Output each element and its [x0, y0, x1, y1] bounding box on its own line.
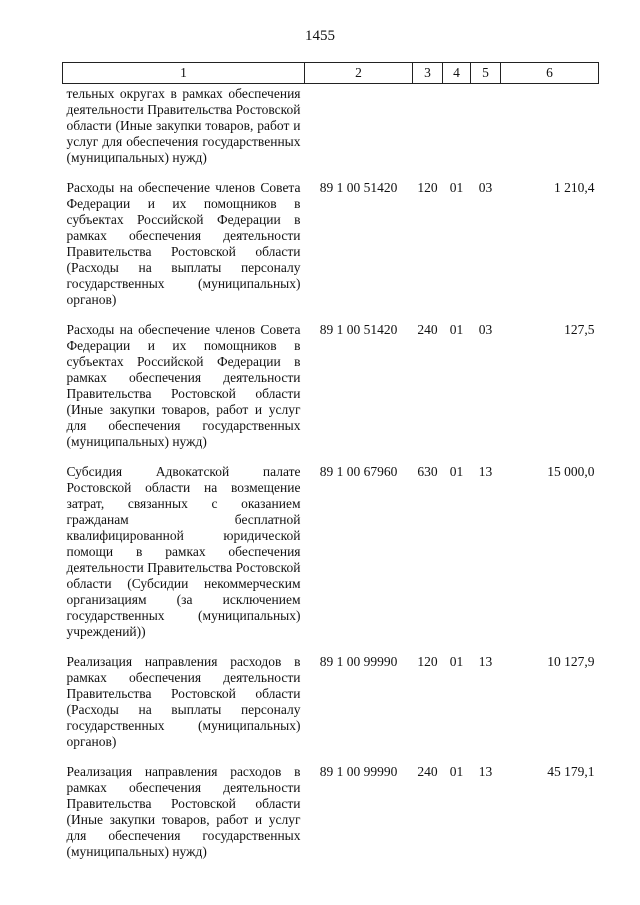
- row-target-code: 89 1 00 99990: [319, 654, 398, 669]
- row-target-code: 89 1 00 51420: [319, 180, 398, 195]
- row-subsection: [471, 84, 501, 181]
- table-row: [63, 180, 599, 322]
- row-subsection: 13: [478, 654, 493, 669]
- header-col-1: 1: [63, 63, 305, 84]
- row-subsection: 13: [478, 464, 493, 479]
- row-target-code: 89 1 00 67960: [319, 464, 398, 479]
- row-expense-type: 630: [417, 464, 438, 479]
- header-col-4: 4: [443, 63, 471, 84]
- row-subsection: 03: [478, 180, 493, 195]
- page-number: 1455: [305, 28, 335, 44]
- row-expense-type: [413, 84, 443, 181]
- row-section: 01: [449, 764, 464, 779]
- table-row: [63, 764, 599, 874]
- row-description: Расходы на обеспечение членов Совета Федерации и их помощников в субъектах Российской Федерации в рамках обеспечения деятельности Правительства Ростовской области (Иные закупки товаров, работ и услуг для обеспечения государственных (муниципальных) нужд): [66, 322, 301, 449]
- row-amount: 1 210,4: [554, 180, 595, 195]
- budget-table: [62, 62, 599, 874]
- row-amount: 127,5: [564, 322, 595, 337]
- row-expense-type: 120: [417, 180, 438, 195]
- table-row: [63, 322, 599, 464]
- header-col-5: 5: [471, 63, 501, 84]
- row-description: Расходы на обеспечение членов Совета Федерации и их помощников в субъектах Российской Федерации в рамках обеспечения деятельности Правительства Ростовской области (Расходы на выплаты персоналу государственных (муниципальных) органов): [66, 180, 301, 307]
- table-row: [63, 464, 599, 654]
- row-amount: 15 000,0: [547, 464, 595, 479]
- table-header: [63, 63, 599, 84]
- row-expense-type: 240: [417, 764, 438, 779]
- row-amount: 45 179,1: [547, 764, 595, 779]
- header-col-3: 3: [413, 63, 443, 84]
- row-section: 01: [449, 464, 464, 479]
- row-expense-type: 120: [417, 654, 438, 669]
- row-expense-type: 240: [417, 322, 438, 337]
- header-col-2: 2: [305, 63, 413, 84]
- row-description: тельных округах в рамках обеспечения деятельности Правительства Ростовской области (Иные закупки товаров, работ и услуг для обеспечения государственных (муниципальных) нужд): [66, 86, 301, 165]
- table-row: [63, 84, 599, 181]
- row-subsection: 13: [478, 764, 493, 779]
- row-section: 01: [449, 180, 464, 195]
- row-amount: 10 127,9: [547, 654, 595, 669]
- row-section: 01: [449, 322, 464, 337]
- row-description: Реализация направления расходов в рамках обеспечения деятельности Правительства Ростовской области (Расходы на выплаты персоналу государственных (муниципальных) органов): [66, 654, 301, 749]
- row-subsection: 03: [478, 322, 493, 337]
- row-description: Реализация направления расходов в рамках обеспечения деятельности Правительства Ростовской области (Иные закупки товаров, работ и услуг для обеспечения государственных (муниципальных) нужд): [66, 764, 301, 859]
- row-amount: [501, 84, 599, 181]
- row-target-code: 89 1 00 51420: [319, 322, 398, 337]
- header-col-6: 6: [501, 63, 599, 84]
- row-target-code: [305, 84, 413, 181]
- row-section: 01: [449, 654, 464, 669]
- row-target-code: 89 1 00 99990: [319, 764, 398, 779]
- row-description: Субсидия Адвокатской палате Ростовской области на возмещение затрат, связанных с оказанием гражданам бесплатной квалифицированной юридической помощи в рамках обеспечения деятельности Правительства Ростовской области (Субсидии некоммерческим организациям (за исключением государственных (муниципальных) учреждений)): [66, 464, 301, 639]
- row-section: [443, 84, 471, 181]
- table-row: [63, 654, 599, 764]
